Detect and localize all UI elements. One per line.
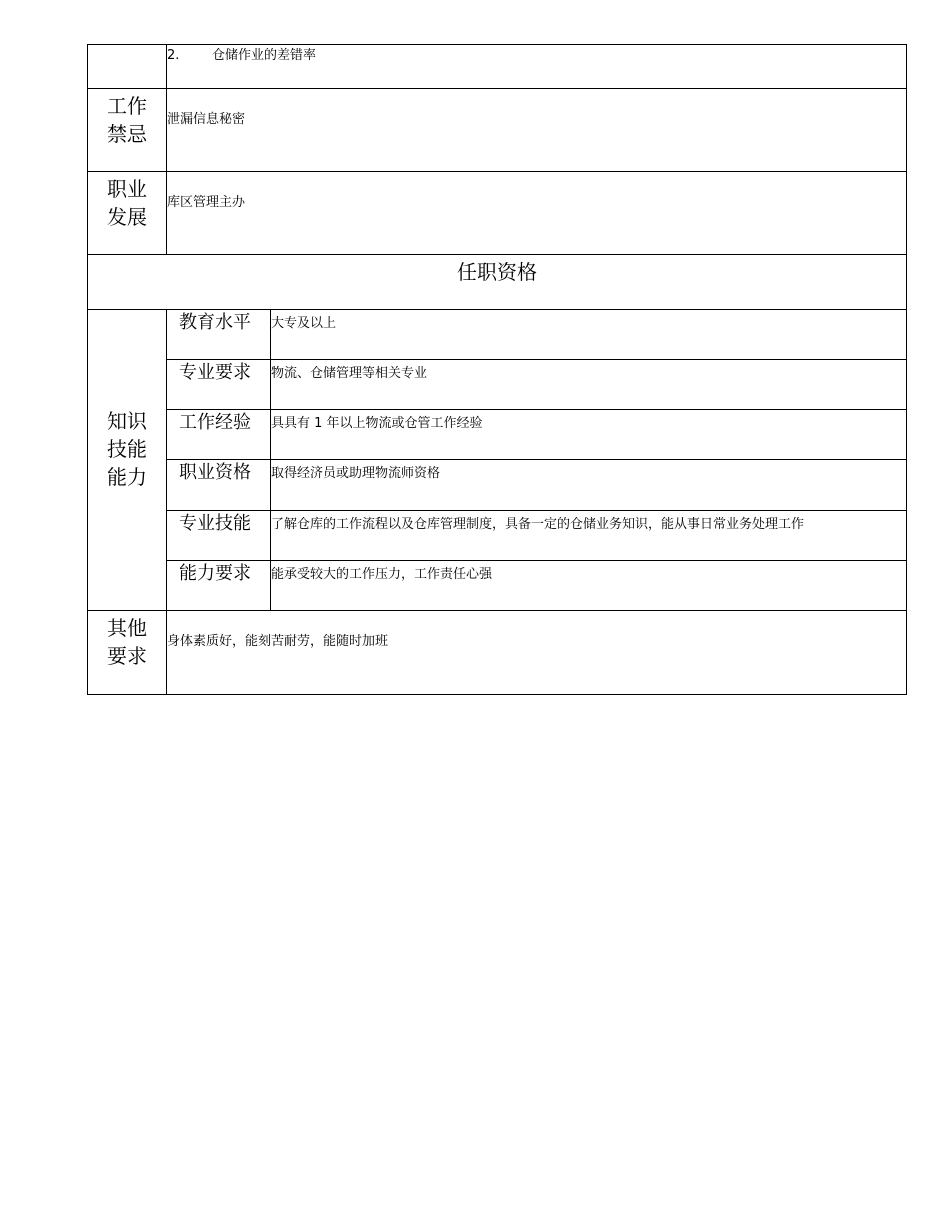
- career-label-line-2: 发展: [107, 205, 147, 229]
- major-value: 物流、仓储管理等相关专业: [271, 366, 428, 381]
- ability-value: 能承受较大的工作压力，工作责任心强: [271, 567, 493, 582]
- experience-label: 工作经验: [179, 412, 251, 433]
- education-label: 教育水平: [179, 312, 251, 333]
- group-label-line-3: 能力: [107, 465, 147, 489]
- certification-value: 取得经济员或助理物流师资格: [271, 466, 441, 481]
- group-label-line-2: 技能: [107, 437, 147, 461]
- taboo-label-line-2: 禁忌: [107, 122, 147, 146]
- taboo-label: [88, 92, 166, 148]
- kpi-item-text: 仓储作业的差错率: [212, 48, 317, 63]
- education-value: 大专及以上: [271, 316, 337, 331]
- certification-label: 职业资格: [179, 462, 251, 483]
- other-requirements-label: [88, 614, 166, 670]
- career-text: 库区管理主办: [167, 195, 246, 210]
- other-label-line-1: 其他: [107, 616, 147, 640]
- taboo-text: 泄漏信息秘密: [167, 112, 246, 127]
- knowledge-skill-ability-label: [88, 407, 166, 491]
- qualifications-section-title: 任职资格: [457, 260, 537, 284]
- skills-label: 专业技能: [179, 513, 251, 534]
- ability-label: 能力要求: [179, 563, 251, 584]
- other-label-line-2: 要求: [107, 644, 147, 668]
- experience-value: 具具有 1 年以上物流或仓管工作经验: [271, 416, 483, 431]
- taboo-label-line-1: 工作: [107, 94, 147, 118]
- major-label: 专业要求: [179, 362, 251, 383]
- skills-value: 了解仓库的工作流程以及仓库管理制度，具备一定的仓储业务知识，能从事日常业务处理工作: [271, 517, 805, 532]
- other-requirements-text: 身体素质好，能刻苦耐劳，能随时加班: [167, 634, 389, 649]
- group-label-line-1: 知识: [107, 409, 147, 433]
- kpi-item-number: 2.: [167, 48, 180, 63]
- career-label-line-1: 职业: [107, 177, 147, 201]
- career-label: [88, 175, 166, 231]
